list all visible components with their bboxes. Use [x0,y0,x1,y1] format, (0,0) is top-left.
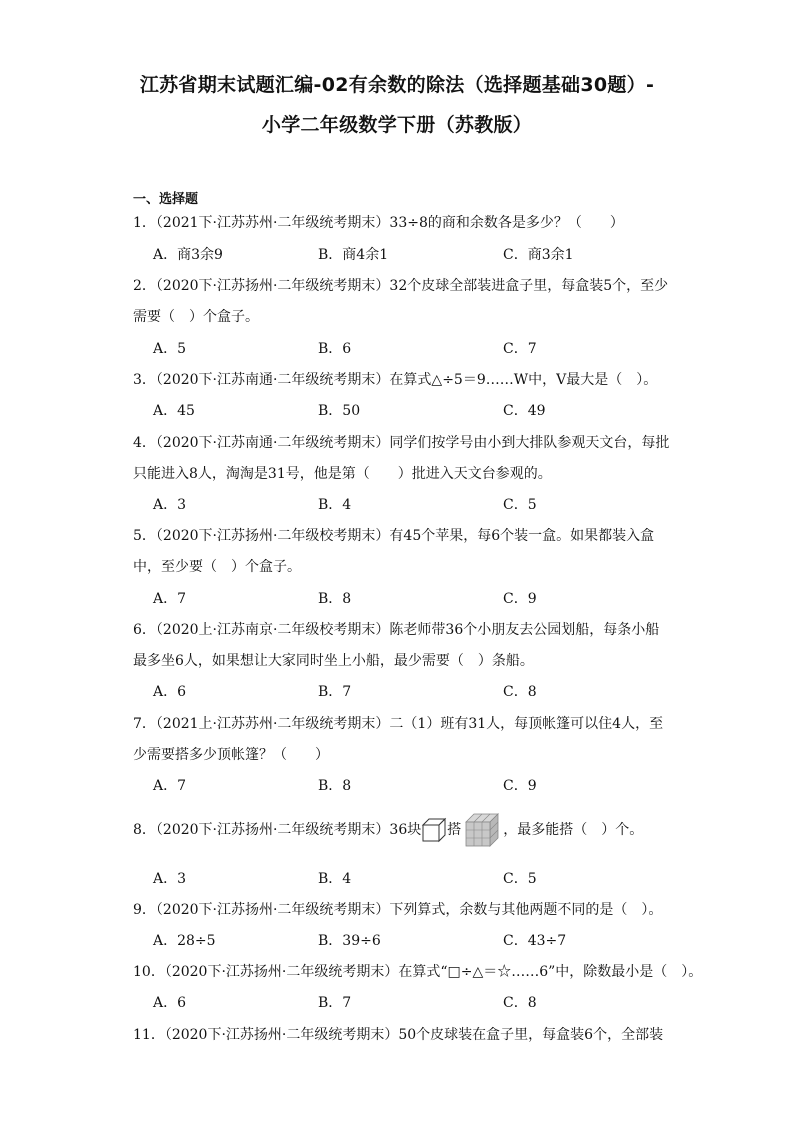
question-8-text [133,812,643,848]
question-7-text-cont: 少需要搭多少顶帐篷？（ ） [133,747,329,763]
q3-option-a: A．45 [153,403,195,419]
question-7-text: 7．（2021上·江苏苏州·二年级统考期末）二（1）班有31人，每顶帐篷可以住4人，至 [133,716,664,732]
q4-option-b: B．4 [318,497,352,513]
section-heading: 一、选择题 [133,192,199,207]
q5-option-b: B．8 [318,591,352,607]
q10-option-c: C．8 [503,995,537,1011]
q3-option-b: B．50 [318,403,361,419]
q8-option-a: A．3 [153,871,187,887]
question-5-text-cont: 中，至少要（ ）个盒子。 [133,559,301,575]
q9-option-c: C．43÷7 [503,933,567,949]
q7-option-b: B．8 [318,778,352,794]
q1-option-a: A．商3余9 [153,247,223,263]
q6-option-a: A．6 [153,684,187,700]
question-11-text: 11．（2020下·江苏扬州·二年级统考期末）50个皮球装在盒子里，每盒装6个，全部装 [133,1027,664,1043]
question-1-text: 1．（2021下·江苏苏州·二年级统考期末）33÷8的商和余数各是多少？（ ） [133,215,624,231]
large-cube-icon [465,813,499,847]
document-title-line2: 小学二年级数学下册（苏教版） [261,114,533,136]
question-4-text: 4．（2020下·江苏南通·二年级统考期末）同学们按学号由小到大排队参观天文台，每批 [133,435,670,451]
question-3-text: 3．（2020下·江苏南通·二年级统考期末）在算式△÷5＝9……W中，V最大是（ ）。 [133,372,658,388]
q9-option-b: B．39÷6 [318,933,381,949]
question-2-text: 2．（2020下·江苏扬州·二年级统考期末）32个皮球全部装进盒子里，每盒装5个，至少 [133,278,669,294]
q8-text-part1: 8．（2020下·江苏扬州·二年级统考期末）36块 [133,822,422,838]
q9-option-a: A．28÷5 [153,933,216,949]
question-6-text: 6．（2020上·江苏南京·二年级校考期末）陈老师带36个小朋友去公园划船，每条小船 [133,622,660,638]
q10-option-a: A．6 [153,995,187,1011]
q1-option-c: C．商3余1 [503,247,574,263]
q8-option-c: C．5 [503,871,537,887]
q4-option-c: C．5 [503,497,537,513]
q8-option-b: B．4 [318,871,352,887]
small-cube-icon [421,817,447,843]
q5-option-c: C．9 [503,591,537,607]
question-2-text-cont: 需要（ ）个盒子。 [133,309,259,325]
q3-option-c: C．49 [503,403,546,419]
question-6-text-cont: 最多坐6人，如果想让大家同时坐上小船，最少需要（ ）条船。 [133,653,534,669]
q10-option-b: B．7 [318,995,352,1011]
q2-option-b: B．6 [318,341,352,357]
q7-option-c: C．9 [503,778,537,794]
question-10-text: 10．（2020下·江苏扬州·二年级统考期末）在算式“□÷△＝☆……6”中，除数最小是（ ）。 [133,964,703,980]
question-9-text: 9．（2020下·江苏扬州·二年级统考期末）下列算式，余数与其他两题不同的是（ ）。 [133,902,663,918]
q4-option-a: A．3 [153,497,187,513]
q1-option-b: B．商4余1 [318,247,389,263]
q8-text-part3: ，最多能搭（ ）个。 [503,822,644,838]
q5-option-a: A．7 [153,591,187,607]
question-5-text: 5．（2020下·江苏扬州·二年级校考期末）有45个苹果，每6个装一盒。如果都装入盒 [133,528,655,544]
q8-text-part2: 搭 [447,822,462,838]
q7-option-a: A．7 [153,778,187,794]
q2-option-c: C．7 [503,341,537,357]
question-4-text-cont: 只能进入8人，淘淘是31号，他是第（ ）批进入天文台参观的。 [133,466,552,482]
q6-option-c: C．8 [503,684,537,700]
q2-option-a: A．5 [153,341,187,357]
document-title-line1: 江苏省期末试题汇编-02有余数的除法（选择题基础30题）- [139,74,655,96]
q6-option-b: B．7 [318,684,352,700]
